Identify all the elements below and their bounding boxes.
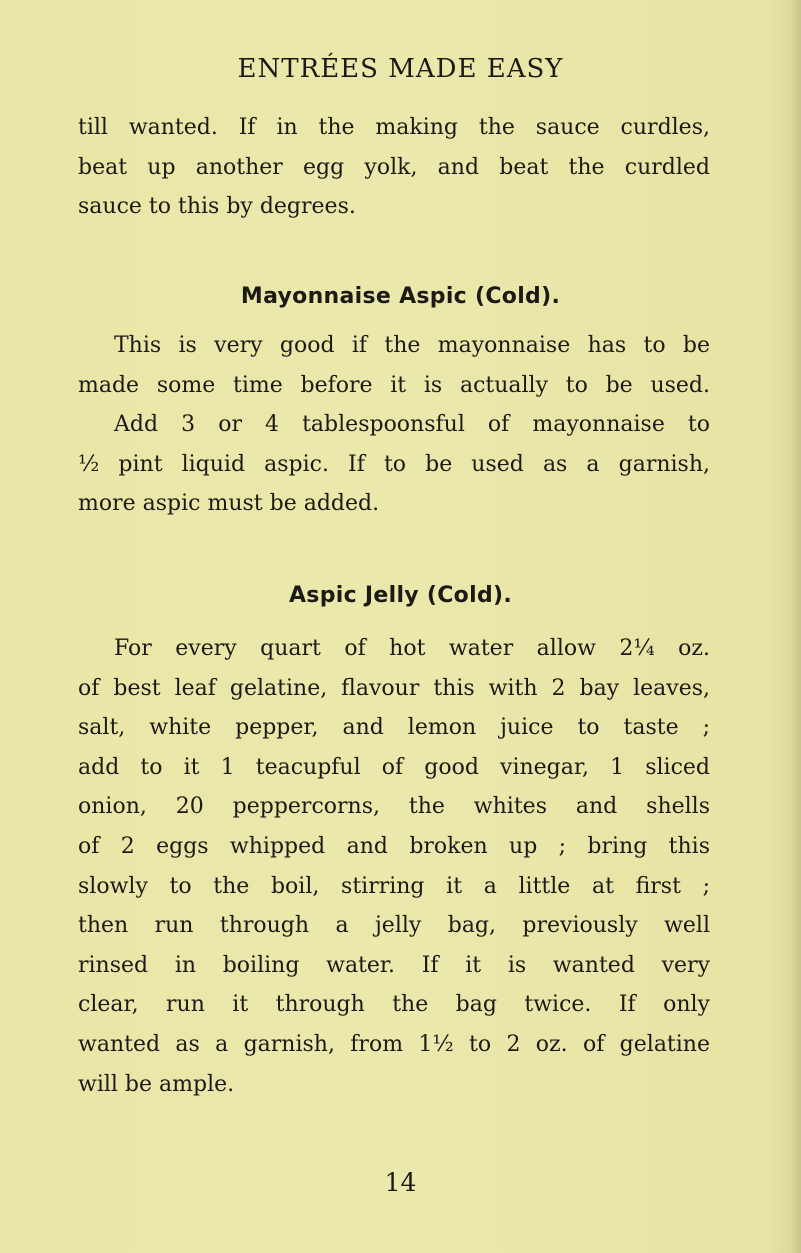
text-line: more aspic must be added. [78, 491, 380, 517]
text-line: For every quart of hot water allow 2¼ oz. [114, 636, 710, 661]
section-heading-aspic-jelly: Aspic Jelly (Cold). [288, 583, 512, 608]
text-line: wanted as a garnish, from 1½ to 2 oz. of gelatine [78, 1031, 710, 1057]
page-edge-shadow [791, 0, 801, 1253]
aspic-jelly-paragraph [78, 629, 710, 1104]
text-line: made some time before it is actually to be used. [78, 372, 710, 398]
text-line: add to it 1 teacupful of good vinegar, 1 sliced [78, 754, 710, 780]
text-line: ½ pint liquid aspic. If to be used as a garnish, [78, 451, 710, 477]
text-line: onion, 20 peppercorns, the whites and shells [78, 794, 710, 820]
text-line: of 2 eggs whipped and broken up ; bring this [78, 833, 710, 859]
mayonnaise-aspic-paragraph-2 [78, 405, 710, 524]
text-line: rinsed in boiling water. If it is wanted very [78, 952, 710, 978]
running-head: ENTRÉES MADE EASY [237, 54, 564, 84]
section-heading-mayonnaise-aspic: Mayonnaise Aspic (Cold). [240, 284, 561, 309]
text-line: of best leaf gelatine, flavour this with 2 bay leaves, [78, 675, 710, 701]
mayonnaise-aspic-paragraph-1 [78, 326, 710, 405]
text-line: Add 3 or 4 tablespoonsful of mayonnaise to [114, 412, 710, 437]
text-line: slowly to the boil, stirring it a little at first ; [78, 873, 710, 899]
page-number: 14 [384, 1168, 417, 1197]
text-line: salt, white pepper, and lemon juice to taste ; [78, 715, 710, 741]
opening-paragraph [78, 108, 710, 227]
text-line: sauce to this by degrees. [78, 194, 356, 220]
text-line: till wanted. If in the making the sauce curdles, [78, 115, 710, 140]
text-line: then run through a jelly bag, previously well [78, 913, 710, 939]
text-line: beat up another egg yolk, and beat the curdled [78, 154, 710, 180]
text-line: will be ample. [78, 1071, 235, 1097]
text-line: This is very good if the mayonnaise has to be [114, 333, 710, 358]
text-line: clear, run it through the bag twice. If only [78, 992, 710, 1018]
